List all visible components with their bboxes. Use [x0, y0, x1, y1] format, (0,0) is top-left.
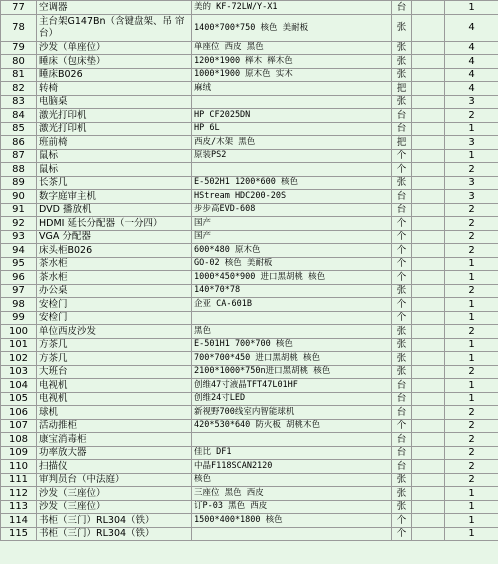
- item-unit-cell[interactable]: 张: [392, 95, 412, 109]
- item-quantity-cell[interactable]: 1: [445, 392, 498, 406]
- row-number-cell[interactable]: 100: [1, 325, 37, 339]
- table-row: [1, 419, 498, 433]
- item-unit-cell[interactable]: 台: [392, 446, 412, 460]
- table-row: [1, 1, 498, 15]
- item-name-cell[interactable]: 扫描仪: [37, 460, 192, 474]
- empty-cell[interactable]: [412, 257, 445, 271]
- item-quantity-cell[interactable]: 1: [445, 338, 498, 352]
- item-spec-cell[interactable]: 单座位 西皮 黑色: [192, 41, 392, 55]
- item-name-cell[interactable]: 活动推柜: [37, 419, 192, 433]
- item-spec-cell[interactable]: 1000*1900 原木色 实木: [192, 68, 392, 82]
- row-number-cell[interactable]: 78: [1, 14, 37, 41]
- item-unit-cell[interactable]: 张: [392, 68, 412, 82]
- item-spec-cell[interactable]: [192, 95, 392, 109]
- item-spec-cell[interactable]: 西皮/木架 黑色: [192, 136, 392, 150]
- table-row: [1, 433, 498, 447]
- item-name-cell[interactable]: 审判员台（中法庭）: [37, 473, 192, 487]
- item-unit-cell[interactable]: 张: [392, 365, 412, 379]
- item-name-cell[interactable]: 鼠标: [37, 163, 192, 177]
- item-unit-cell[interactable]: 张: [392, 41, 412, 55]
- item-name-cell[interactable]: 沙发（三座位）: [37, 487, 192, 501]
- item-unit-cell[interactable]: 台: [392, 392, 412, 406]
- item-quantity-cell[interactable]: 2: [445, 419, 498, 433]
- item-name-cell[interactable]: 主台架G147Bn（含键盘架、吊 帘台）: [37, 14, 192, 41]
- item-spec-cell[interactable]: [192, 311, 392, 325]
- empty-cell[interactable]: [412, 203, 445, 217]
- table-row: [1, 41, 498, 55]
- item-quantity-cell[interactable]: 3: [445, 190, 498, 204]
- item-spec-cell[interactable]: 1500*400*1800 核色: [192, 514, 392, 528]
- table-row: [1, 68, 498, 82]
- item-name-cell[interactable]: 康宝消毒柜: [37, 433, 192, 447]
- item-name-cell[interactable]: 沙发（单座位）: [37, 41, 192, 55]
- item-name-cell[interactable]: 空调器: [37, 1, 192, 15]
- item-name-cell[interactable]: 大班台: [37, 365, 192, 379]
- table-row: [1, 338, 498, 352]
- item-unit-cell[interactable]: 台: [392, 406, 412, 420]
- table-row: [1, 460, 498, 474]
- empty-cell[interactable]: [412, 500, 445, 514]
- row-number-cell[interactable]: 94: [1, 244, 37, 258]
- table-row: [1, 284, 498, 298]
- item-spec-cell[interactable]: 企亚 CA-601B: [192, 298, 392, 312]
- item-unit-cell[interactable]: 台: [392, 379, 412, 393]
- row-number-cell[interactable]: 97: [1, 284, 37, 298]
- item-name-cell[interactable]: 电视机: [37, 392, 192, 406]
- item-unit-cell[interactable]: 个: [392, 217, 412, 231]
- item-spec-cell[interactable]: 国产: [192, 230, 392, 244]
- table-row: [1, 55, 498, 69]
- item-unit-cell[interactable]: 张: [392, 487, 412, 501]
- item-spec-cell[interactable]: 订P-03 黑色 西皮: [192, 500, 392, 514]
- item-spec-cell[interactable]: 三座位 黑色 西皮: [192, 487, 392, 501]
- row-number-cell[interactable]: 80: [1, 55, 37, 69]
- table-row: [1, 190, 498, 204]
- empty-cell[interactable]: [412, 298, 445, 312]
- item-spec-cell[interactable]: [192, 163, 392, 177]
- item-unit-cell[interactable]: 个: [392, 527, 412, 541]
- item-name-cell[interactable]: DVD 播放机: [37, 203, 192, 217]
- empty-cell[interactable]: [412, 514, 445, 528]
- item-spec-cell[interactable]: 美的 KF-72LW/Y-X1: [192, 1, 392, 15]
- empty-cell[interactable]: [412, 55, 445, 69]
- row-number-cell[interactable]: 77: [1, 1, 37, 15]
- item-unit-cell[interactable]: 张: [392, 500, 412, 514]
- row-number-cell[interactable]: 89: [1, 176, 37, 190]
- item-unit-cell[interactable]: 张: [392, 284, 412, 298]
- item-name-cell[interactable]: 单位西皮沙发: [37, 325, 192, 339]
- empty-cell[interactable]: [412, 109, 445, 123]
- empty-cell[interactable]: [412, 68, 445, 82]
- table-row: [1, 203, 498, 217]
- item-quantity-cell[interactable]: 2: [445, 325, 498, 339]
- table-row: [1, 176, 498, 190]
- item-spec-cell[interactable]: GO-02 核色 美耐板: [192, 257, 392, 271]
- table-row: [1, 109, 498, 123]
- row-number-cell[interactable]: 96: [1, 271, 37, 285]
- row-number-cell[interactable]: 109: [1, 446, 37, 460]
- item-quantity-cell[interactable]: 1: [445, 122, 498, 136]
- item-unit-cell[interactable]: 个: [392, 311, 412, 325]
- row-number-cell[interactable]: 83: [1, 95, 37, 109]
- empty-cell[interactable]: [412, 473, 445, 487]
- item-unit-cell[interactable]: 个: [392, 298, 412, 312]
- row-number-cell[interactable]: 113: [1, 500, 37, 514]
- item-spec-cell[interactable]: 步步高EVD-608: [192, 203, 392, 217]
- table-row: [1, 446, 498, 460]
- item-quantity-cell[interactable]: 1: [445, 311, 498, 325]
- item-quantity-cell[interactable]: 2: [445, 365, 498, 379]
- table-row: [1, 325, 498, 339]
- table-row: [1, 217, 498, 231]
- item-name-cell[interactable]: HDMI 延长分配器（一分四）: [37, 217, 192, 231]
- item-unit-cell[interactable]: 把: [392, 82, 412, 96]
- item-name-cell[interactable]: 转椅: [37, 82, 192, 96]
- item-name-cell[interactable]: 球机: [37, 406, 192, 420]
- empty-cell[interactable]: [412, 149, 445, 163]
- row-number-cell[interactable]: 107: [1, 419, 37, 433]
- item-name-cell[interactable]: 茶水柜: [37, 257, 192, 271]
- item-quantity-cell[interactable]: 2: [445, 406, 498, 420]
- row-number-cell[interactable]: 95: [1, 257, 37, 271]
- item-quantity-cell[interactable]: 3: [445, 176, 498, 190]
- item-quantity-cell[interactable]: 1: [445, 379, 498, 393]
- item-spec-cell[interactable]: E-502H1 1200*600 核色: [192, 176, 392, 190]
- item-quantity-cell[interactable]: 1: [445, 352, 498, 366]
- row-number-cell[interactable]: 114: [1, 514, 37, 528]
- item-spec-cell[interactable]: E-501H1 700*700 核色: [192, 338, 392, 352]
- empty-cell[interactable]: [412, 217, 445, 231]
- item-quantity-cell[interactable]: 4: [445, 55, 498, 69]
- item-quantity-cell[interactable]: 1: [445, 298, 498, 312]
- table-row: [1, 487, 498, 501]
- item-name-cell[interactable]: 安检门: [37, 298, 192, 312]
- empty-cell[interactable]: [412, 325, 445, 339]
- item-name-cell[interactable]: 电视机: [37, 379, 192, 393]
- item-name-cell[interactable]: 书柜（三门）RL304（铁）: [37, 527, 192, 541]
- item-unit-cell[interactable]: 台: [392, 109, 412, 123]
- item-spec-cell[interactable]: 2100*1000*750n进口黑胡桃 核色: [192, 365, 392, 379]
- item-unit-cell[interactable]: 张: [392, 55, 412, 69]
- table-row: [1, 311, 498, 325]
- empty-cell[interactable]: [412, 95, 445, 109]
- item-spec-cell[interactable]: 创维24寸LED: [192, 392, 392, 406]
- item-spec-cell[interactable]: 麻绒: [192, 82, 392, 96]
- item-quantity-cell[interactable]: 4: [445, 41, 498, 55]
- row-number-cell[interactable]: 92: [1, 217, 37, 231]
- item-quantity-cell[interactable]: 1: [445, 487, 498, 501]
- item-unit-cell[interactable]: 张: [392, 352, 412, 366]
- item-unit-cell[interactable]: 台: [392, 433, 412, 447]
- table-row: [1, 257, 498, 271]
- item-quantity-cell[interactable]: 2: [445, 230, 498, 244]
- item-unit-cell[interactable]: 个: [392, 271, 412, 285]
- item-name-cell[interactable]: 长茶几: [37, 176, 192, 190]
- item-spec-cell[interactable]: 黑色: [192, 325, 392, 339]
- empty-cell[interactable]: [412, 379, 445, 393]
- empty-cell[interactable]: [412, 14, 445, 41]
- item-quantity-cell[interactable]: 2: [445, 217, 498, 231]
- item-unit-cell[interactable]: 个: [392, 514, 412, 528]
- item-unit-cell[interactable]: 台: [392, 1, 412, 15]
- empty-cell[interactable]: [412, 527, 445, 541]
- item-spec-cell[interactable]: 140*70*78: [192, 284, 392, 298]
- row-number-cell[interactable]: 98: [1, 298, 37, 312]
- item-quantity-cell[interactable]: 2: [445, 446, 498, 460]
- empty-cell[interactable]: [412, 176, 445, 190]
- table-row: [1, 14, 498, 41]
- empty-cell[interactable]: [412, 230, 445, 244]
- item-quantity-cell[interactable]: 2: [445, 163, 498, 177]
- item-quantity-cell[interactable]: 4: [445, 82, 498, 96]
- item-quantity-cell[interactable]: 3: [445, 95, 498, 109]
- empty-cell[interactable]: [412, 446, 445, 460]
- table-row: [1, 82, 498, 96]
- item-unit-cell[interactable]: 把: [392, 136, 412, 150]
- inventory-table-body: [1, 1, 498, 541]
- item-spec-cell[interactable]: 420*530*640 防火板 胡桃木色: [192, 419, 392, 433]
- row-number-cell[interactable]: 87: [1, 149, 37, 163]
- item-spec-cell[interactable]: 1200*1900 榉木 榉木色: [192, 55, 392, 69]
- item-name-cell[interactable]: 安检门: [37, 311, 192, 325]
- empty-cell[interactable]: [412, 41, 445, 55]
- item-name-cell[interactable]: 鼠标: [37, 149, 192, 163]
- row-number-cell[interactable]: 93: [1, 230, 37, 244]
- table-row: [1, 500, 498, 514]
- item-name-cell[interactable]: 茶水柜: [37, 271, 192, 285]
- empty-cell[interactable]: [412, 338, 445, 352]
- item-name-cell[interactable]: 沙发（三座位）: [37, 500, 192, 514]
- item-unit-cell[interactable]: 个: [392, 149, 412, 163]
- row-number-cell[interactable]: 105: [1, 392, 37, 406]
- row-number-cell[interactable]: 112: [1, 487, 37, 501]
- row-number-cell[interactable]: 82: [1, 82, 37, 96]
- item-unit-cell[interactable]: 张: [392, 14, 412, 41]
- table-row: [1, 473, 498, 487]
- item-spec-cell[interactable]: 国产: [192, 217, 392, 231]
- item-unit-cell[interactable]: 台: [392, 460, 412, 474]
- empty-cell[interactable]: [412, 460, 445, 474]
- row-number-cell[interactable]: 103: [1, 365, 37, 379]
- item-spec-cell[interactable]: 创维47寸液晶TFT47L01HF: [192, 379, 392, 393]
- item-spec-cell[interactable]: HP CF2025DN: [192, 109, 392, 123]
- item-quantity-cell[interactable]: 1: [445, 527, 498, 541]
- empty-cell[interactable]: [412, 271, 445, 285]
- empty-cell[interactable]: [412, 136, 445, 150]
- item-spec-cell[interactable]: HStream HDC200-20S: [192, 190, 392, 204]
- row-number-cell[interactable]: 110: [1, 460, 37, 474]
- row-number-cell[interactable]: 91: [1, 203, 37, 217]
- item-quantity-cell[interactable]: 4: [445, 14, 498, 41]
- empty-cell[interactable]: [412, 406, 445, 420]
- empty-cell[interactable]: [412, 433, 445, 447]
- item-unit-cell[interactable]: 张: [392, 338, 412, 352]
- table-row: [1, 230, 498, 244]
- empty-cell[interactable]: [412, 487, 445, 501]
- table-row: [1, 352, 498, 366]
- empty-cell[interactable]: [412, 311, 445, 325]
- item-quantity-cell[interactable]: 3: [445, 136, 498, 150]
- row-number-cell[interactable]: 115: [1, 527, 37, 541]
- item-unit-cell[interactable]: 张: [392, 325, 412, 339]
- table-row: [1, 365, 498, 379]
- empty-cell[interactable]: [412, 190, 445, 204]
- item-name-cell[interactable]: 睡床（包床垫）: [37, 55, 192, 69]
- row-number-cell[interactable]: 84: [1, 109, 37, 123]
- item-spec-cell[interactable]: [192, 433, 392, 447]
- item-quantity-cell[interactable]: 2: [445, 203, 498, 217]
- item-spec-cell[interactable]: 1000*450*900 进口黑胡桃 核色: [192, 271, 392, 285]
- item-unit-cell[interactable]: 个: [392, 419, 412, 433]
- table-row: [1, 514, 498, 528]
- item-spec-cell[interactable]: 600*480 原木色: [192, 244, 392, 258]
- item-name-cell[interactable]: 激光打印机: [37, 122, 192, 136]
- empty-cell[interactable]: [412, 365, 445, 379]
- row-number-cell[interactable]: 102: [1, 352, 37, 366]
- empty-cell[interactable]: [412, 122, 445, 136]
- row-number-cell[interactable]: 86: [1, 136, 37, 150]
- item-unit-cell[interactable]: 个: [392, 257, 412, 271]
- item-quantity-cell[interactable]: 1: [445, 1, 498, 15]
- item-name-cell[interactable]: VGA 分配器: [37, 230, 192, 244]
- item-spec-cell[interactable]: 1400*700*750 核色 美耐板: [192, 14, 392, 41]
- item-quantity-cell[interactable]: 2: [445, 244, 498, 258]
- table-row: [1, 392, 498, 406]
- item-spec-cell[interactable]: [192, 527, 392, 541]
- row-number-cell[interactable]: 101: [1, 338, 37, 352]
- item-unit-cell[interactable]: 张: [392, 176, 412, 190]
- table-row: [1, 298, 498, 312]
- empty-cell[interactable]: [412, 82, 445, 96]
- item-quantity-cell[interactable]: 1: [445, 514, 498, 528]
- empty-cell[interactable]: [412, 1, 445, 15]
- item-unit-cell[interactable]: 台: [392, 203, 412, 217]
- item-unit-cell[interactable]: 台: [392, 190, 412, 204]
- item-name-cell[interactable]: 电脑桌: [37, 95, 192, 109]
- item-unit-cell[interactable]: 个: [392, 230, 412, 244]
- row-number-cell[interactable]: 81: [1, 68, 37, 82]
- item-unit-cell[interactable]: 个: [392, 244, 412, 258]
- empty-cell[interactable]: [412, 419, 445, 433]
- empty-cell[interactable]: [412, 352, 445, 366]
- item-spec-cell[interactable]: 700*700*450 进口黑胡桃 核色: [192, 352, 392, 366]
- table-row: [1, 271, 498, 285]
- empty-cell[interactable]: [412, 284, 445, 298]
- row-number-cell[interactable]: 106: [1, 406, 37, 420]
- table-row: [1, 244, 498, 258]
- table-row: [1, 163, 498, 177]
- item-quantity-cell[interactable]: 2: [445, 460, 498, 474]
- empty-cell[interactable]: [412, 163, 445, 177]
- item-quantity-cell[interactable]: 2: [445, 284, 498, 298]
- item-name-cell[interactable]: 办公桌: [37, 284, 192, 298]
- table-row: [1, 95, 498, 109]
- item-quantity-cell[interactable]: 1: [445, 271, 498, 285]
- table-row: [1, 379, 498, 393]
- item-spec-cell[interactable]: 佳比 DF1: [192, 446, 392, 460]
- item-name-cell[interactable]: 床头柜B026: [37, 244, 192, 258]
- table-row: [1, 149, 498, 163]
- item-name-cell[interactable]: 方茶几: [37, 338, 192, 352]
- item-quantity-cell[interactable]: 4: [445, 68, 498, 82]
- item-quantity-cell[interactable]: 2: [445, 473, 498, 487]
- item-unit-cell[interactable]: 个: [392, 163, 412, 177]
- item-quantity-cell[interactable]: 1: [445, 500, 498, 514]
- item-name-cell[interactable]: 数字庭审主机: [37, 190, 192, 204]
- item-quantity-cell[interactable]: 2: [445, 433, 498, 447]
- item-quantity-cell[interactable]: 1: [445, 149, 498, 163]
- item-unit-cell[interactable]: 张: [392, 473, 412, 487]
- table-row: [1, 136, 498, 150]
- row-number-cell[interactable]: 88: [1, 163, 37, 177]
- item-name-cell[interactable]: 激光打印机: [37, 109, 192, 123]
- table-row: [1, 122, 498, 136]
- item-spec-cell[interactable]: 中晶F118SCAN2120: [192, 460, 392, 474]
- empty-cell[interactable]: [412, 244, 445, 258]
- item-name-cell[interactable]: 班前椅: [37, 136, 192, 150]
- row-number-cell[interactable]: 85: [1, 122, 37, 136]
- row-number-cell[interactable]: 90: [1, 190, 37, 204]
- item-spec-cell[interactable]: HP 6L: [192, 122, 392, 136]
- item-name-cell[interactable]: 书柜（三门）RL304（铁）: [37, 514, 192, 528]
- row-number-cell[interactable]: 111: [1, 473, 37, 487]
- item-quantity-cell[interactable]: 2: [445, 109, 498, 123]
- item-spec-cell[interactable]: 新视野700线室内智能球机: [192, 406, 392, 420]
- table-row: [1, 527, 498, 541]
- row-number-cell[interactable]: 104: [1, 379, 37, 393]
- row-number-cell[interactable]: 99: [1, 311, 37, 325]
- item-quantity-cell[interactable]: 1: [445, 257, 498, 271]
- item-spec-cell[interactable]: 核色: [192, 473, 392, 487]
- item-unit-cell[interactable]: 台: [392, 122, 412, 136]
- row-number-cell[interactable]: 108: [1, 433, 37, 447]
- row-number-cell[interactable]: 79: [1, 41, 37, 55]
- item-name-cell[interactable]: 睡床B026: [37, 68, 192, 82]
- item-name-cell[interactable]: 方茶几: [37, 352, 192, 366]
- item-name-cell[interactable]: 功率放大器: [37, 446, 192, 460]
- item-spec-cell[interactable]: 原装PS2: [192, 149, 392, 163]
- table-row: [1, 406, 498, 420]
- empty-cell[interactable]: [412, 392, 445, 406]
